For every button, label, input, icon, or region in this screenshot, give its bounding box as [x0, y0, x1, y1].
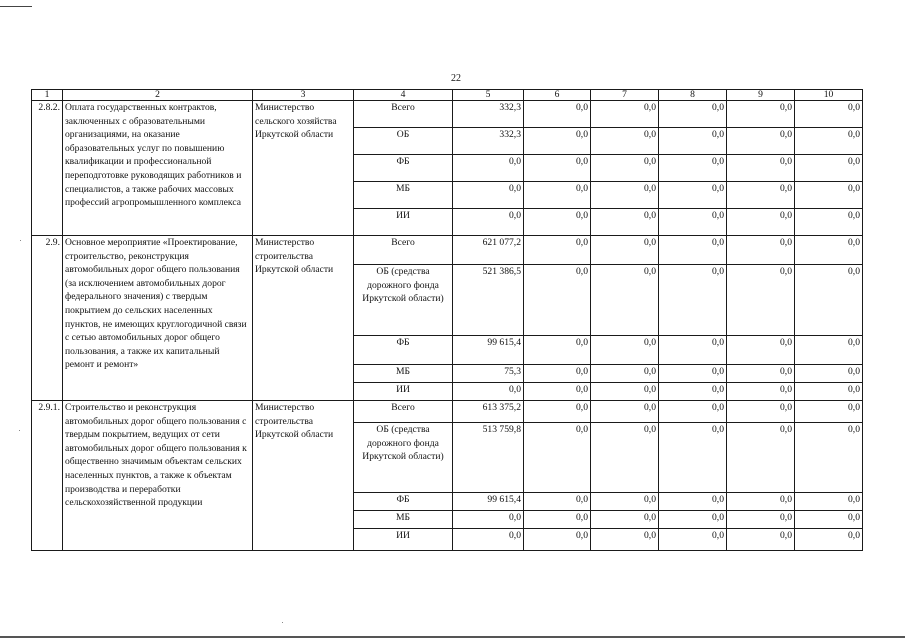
- yearly-amount-cell: 0,0: [727, 423, 795, 493]
- yearly-amount-cell: 0,0: [659, 182, 727, 209]
- funding-source: Всего: [354, 101, 453, 128]
- total-amount-cell: 332,3: [453, 128, 524, 155]
- page-number: 22: [451, 73, 461, 84]
- funding-source: Всего: [354, 236, 453, 265]
- yearly-amount-cell: 0,0: [659, 336, 727, 365]
- item-name: Основное мероприятие «Проектирование, строительство, реконструкция автомобильных дорог общего пользования (за исключением автомобильных дорог федерального значения) с твердым покрытием до сельских населенных пунктов, не имеющих круглогодичной связи с сетью автомобильных дорог общего пользования, а также их капитальный ремонт и ремонт»: [63, 236, 253, 401]
- total-amount-cell: 621 077,2: [453, 236, 524, 265]
- total-amount-cell: 0,0: [453, 155, 524, 182]
- total-amount-cell: 0,0: [453, 511, 524, 529]
- funding-source: МБ: [354, 182, 453, 209]
- funding-source: ОБ (средства дорожного фонда Иркутской области): [354, 423, 453, 493]
- funding-source: ИИ: [354, 529, 453, 551]
- yearly-amount-cell: 0,0: [524, 423, 591, 493]
- yearly-amount-cell: 0,0: [727, 209, 795, 236]
- yearly-amount-cell: 0,0: [795, 529, 863, 551]
- yearly-amount-cell: 0,0: [659, 265, 727, 336]
- yearly-amount-cell: 0,0: [795, 155, 863, 182]
- yearly-amount-cell: 0,0: [591, 155, 659, 182]
- yearly-amount-cell: 0,0: [795, 236, 863, 265]
- yearly-amount-cell: 0,0: [591, 182, 659, 209]
- yearly-amount-cell: 0,0: [591, 493, 659, 511]
- yearly-amount-cell: 0,0: [727, 101, 795, 128]
- yearly-amount-cell: 0,0: [524, 529, 591, 551]
- scan-speck: [19, 430, 20, 431]
- yearly-amount-cell: 0,0: [727, 493, 795, 511]
- total-amount-cell: 0,0: [453, 529, 524, 551]
- column-number: 3: [253, 90, 354, 101]
- yearly-amount-cell: 0,0: [659, 209, 727, 236]
- yearly-amount-cell: 0,0: [795, 511, 863, 529]
- yearly-amount-cell: 0,0: [591, 236, 659, 265]
- column-number: 1: [32, 90, 63, 101]
- yearly-amount-cell: 0,0: [524, 383, 591, 401]
- yearly-amount-cell: 0,0: [795, 265, 863, 336]
- yearly-amount-cell: 0,0: [591, 529, 659, 551]
- yearly-amount-cell: 0,0: [591, 423, 659, 493]
- column-number: 8: [659, 90, 727, 101]
- yearly-amount-cell: 0,0: [727, 529, 795, 551]
- item-name: Строительство и реконструкция автомобильных дорог общего пользования с твердым покрытием, ведущих от сети автомобильных дорог общего пользования к общественно значимым объектам сельских населенных пунктов, а также к объектам производства и переработки сельскохозяйственной продукции: [63, 401, 253, 551]
- yearly-amount-cell: 0,0: [659, 365, 727, 383]
- column-number: 4: [354, 90, 453, 101]
- yearly-amount-cell: 0,0: [795, 182, 863, 209]
- scan-speck: [282, 622, 283, 623]
- yearly-amount-cell: 0,0: [727, 383, 795, 401]
- yearly-amount-cell: 0,0: [727, 511, 795, 529]
- scan-bottom-edge: [0, 636, 905, 638]
- yearly-amount-cell: 0,0: [591, 101, 659, 128]
- yearly-amount-cell: 0,0: [524, 336, 591, 365]
- yearly-amount-cell: 0,0: [591, 265, 659, 336]
- item-code: 2.8.2.: [32, 101, 63, 236]
- yearly-amount-cell: 0,0: [591, 401, 659, 423]
- column-number: 10: [795, 90, 863, 101]
- funding-source: МБ: [354, 511, 453, 529]
- funding-source: ОБ (средства дорожного фонда Иркутской области): [354, 265, 453, 336]
- yearly-amount-cell: 0,0: [727, 155, 795, 182]
- yearly-amount-cell: 0,0: [591, 209, 659, 236]
- scan-edge-mark: [0, 6, 32, 7]
- yearly-amount-cell: 0,0: [524, 401, 591, 423]
- responsible-executor: Министерство сельского хозяйства Иркутской области: [253, 101, 354, 236]
- total-amount-cell: 75,3: [453, 365, 524, 383]
- yearly-amount-cell: 0,0: [591, 511, 659, 529]
- yearly-amount-cell: 0,0: [727, 265, 795, 336]
- yearly-amount-cell: 0,0: [795, 401, 863, 423]
- column-number: 5: [453, 90, 524, 101]
- yearly-amount-cell: 0,0: [727, 236, 795, 265]
- yearly-amount-cell: 0,0: [727, 401, 795, 423]
- yearly-amount-cell: 0,0: [591, 383, 659, 401]
- yearly-amount-cell: 0,0: [524, 365, 591, 383]
- scan-speck: [20, 240, 21, 241]
- yearly-amount-cell: 0,0: [795, 101, 863, 128]
- table-row: [32, 236, 863, 265]
- column-number-row: [32, 90, 863, 101]
- yearly-amount-cell: 0,0: [524, 101, 591, 128]
- yearly-amount-cell: 0,0: [591, 365, 659, 383]
- yearly-amount-cell: 0,0: [591, 336, 659, 365]
- yearly-amount-cell: 0,0: [795, 423, 863, 493]
- yearly-amount-cell: 0,0: [524, 182, 591, 209]
- column-number: 7: [591, 90, 659, 101]
- funding-source: ФБ: [354, 155, 453, 182]
- funding-source: ОБ: [354, 128, 453, 155]
- yearly-amount-cell: 0,0: [659, 383, 727, 401]
- column-number: 6: [524, 90, 591, 101]
- yearly-amount-cell: 0,0: [727, 182, 795, 209]
- yearly-amount-cell: 0,0: [524, 511, 591, 529]
- item-code: 2.9.: [32, 236, 63, 401]
- total-amount-cell: 0,0: [453, 383, 524, 401]
- funding-source: ФБ: [354, 336, 453, 365]
- yearly-amount-cell: 0,0: [524, 265, 591, 336]
- total-amount-cell: 0,0: [453, 209, 524, 236]
- total-amount-cell: 0,0: [453, 182, 524, 209]
- table-row: [32, 401, 863, 423]
- funding-source: ИИ: [354, 383, 453, 401]
- total-amount-cell: 521 386,5: [453, 265, 524, 336]
- yearly-amount-cell: 0,0: [659, 101, 727, 128]
- yearly-amount-cell: 0,0: [524, 209, 591, 236]
- yearly-amount-cell: 0,0: [795, 128, 863, 155]
- yearly-amount-cell: 0,0: [727, 128, 795, 155]
- yearly-amount-cell: 0,0: [795, 209, 863, 236]
- yearly-amount-cell: 0,0: [591, 128, 659, 155]
- funding-source: МБ: [354, 365, 453, 383]
- yearly-amount-cell: 0,0: [524, 493, 591, 511]
- total-amount-cell: 99 615,4: [453, 336, 524, 365]
- yearly-amount-cell: 0,0: [795, 383, 863, 401]
- funding-source: ИИ: [354, 209, 453, 236]
- yearly-amount-cell: 0,0: [524, 155, 591, 182]
- yearly-amount-cell: 0,0: [659, 155, 727, 182]
- total-amount-cell: 513 759,8: [453, 423, 524, 493]
- yearly-amount-cell: 0,0: [524, 236, 591, 265]
- yearly-amount-cell: 0,0: [659, 423, 727, 493]
- funding-source: ФБ: [354, 493, 453, 511]
- responsible-executor: Министерство строительства Иркутской области: [253, 401, 354, 551]
- yearly-amount-cell: 0,0: [659, 529, 727, 551]
- column-number: 2: [63, 90, 253, 101]
- item-code: 2.9.1.: [32, 401, 63, 551]
- total-amount-cell: 332,3: [453, 101, 524, 128]
- yearly-amount-cell: 0,0: [659, 236, 727, 265]
- yearly-amount-cell: 0,0: [524, 128, 591, 155]
- total-amount-cell: 99 615,4: [453, 493, 524, 511]
- yearly-amount-cell: 0,0: [795, 336, 863, 365]
- responsible-executor: Министерство строительства Иркутской области: [253, 236, 354, 401]
- yearly-amount-cell: 0,0: [659, 128, 727, 155]
- yearly-amount-cell: 0,0: [795, 365, 863, 383]
- table-row: [32, 101, 863, 128]
- yearly-amount-cell: 0,0: [795, 493, 863, 511]
- funding-source: Всего: [354, 401, 453, 423]
- budget-table: [31, 89, 863, 551]
- item-name: Оплата государственных контрактов, заключенных с образовательными организациями, на оказание образовательных услуг по повышению квалификации и профессиональной переподготовке руководящих работников и специалистов, а также рабочих массовых профессий агропромышленного комплекса: [63, 101, 253, 236]
- total-amount-cell: 613 375,2: [453, 401, 524, 423]
- yearly-amount-cell: 0,0: [727, 365, 795, 383]
- yearly-amount-cell: 0,0: [659, 493, 727, 511]
- column-number: 9: [727, 90, 795, 101]
- yearly-amount-cell: 0,0: [727, 336, 795, 365]
- yearly-amount-cell: 0,0: [659, 401, 727, 423]
- yearly-amount-cell: 0,0: [659, 511, 727, 529]
